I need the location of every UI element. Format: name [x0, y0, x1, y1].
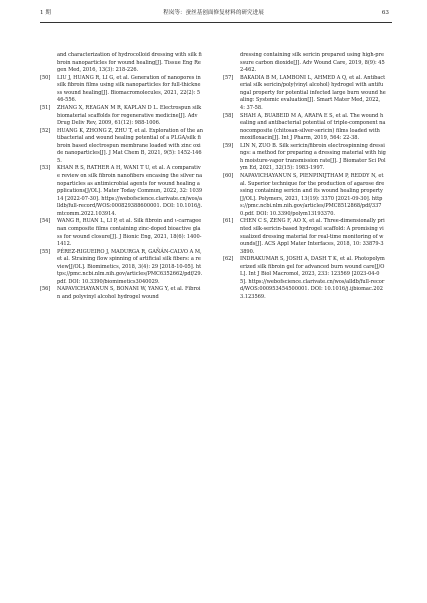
reference-number: [50]: [40, 74, 51, 81]
reference-text: NAPAVICHAYANUN S, BONANI W, YANG Y, et al. Fibroin and polyvinyl alcohol hydrogel wound: [57, 286, 201, 300]
reference-number: [59]: [223, 142, 234, 149]
reference-text: PÉREZ-RIGUEIRO J, MADURGA R, GAÑÁN-CALVO A M, et al. Straining flow spinning of artificial silk fibers: a review[J/OL]. Biomimetics, 2018, 3(4): 29 [2018-10-05]. https://pmc.ncbi.nlm.nih.gov/articles/PMC6352662/pdf/29.pdf. DOI: 10.3390/biomimetics3040029.: [57, 248, 203, 285]
header-divider: [40, 22, 392, 23]
page-number: 63: [381, 10, 389, 16]
reference-entry: [223, 173, 386, 218]
reference-entry: [40, 105, 203, 128]
reference-text: KHAN R S, RATHER A H, WANI T U, et al. A comparative review on silk fibroin nanofibers encasing the silver nanoparticles as antimicrobial agents for wound healing applications[J/OL]. Mater Today Commun, 2022, 32: 103914 [2022-07-30]. https://webofscience.clarivate.cn/wos/alldb/full-record/WOS:000829388600001. DOI: 10.1016/j.mtcomm.2022.103914.: [57, 165, 203, 217]
reference-text: NAPAVICHAYANUN S, PIENPINIJTHAM P, REDDY N, et al. Superior technique for the production of agarose dressing containing sericin and its wound healing property[J/OL]. Polymers, 2021, 13(19): 3370 [2021-09-30]. https://pmc.ncbi.nlm.nih.gov/articles/PMC8512868/pdf/3370.pdf. DOI: 10.3390/polym13193370.: [240, 173, 385, 217]
reference-number: [61]: [223, 218, 234, 225]
reference-number: [51]: [40, 104, 51, 111]
reference-entry: [223, 256, 386, 301]
running-header-title: 程岚等：蚕丝基创面修复材料的研究进展: [163, 10, 264, 16]
reference-text: LIN N, ZUO B. Silk sericin/fibroin electrospinning dressings: a method for preparing a dressing material with high moisture-vapor transmission rate[J]. J Biomater Sci Polym Ed, 2021, 32(15): 1983-1997.: [240, 142, 386, 172]
reference-text: BAKADIA B M, LAMBONI L, AHMED A Q, et al. Antibacterial silk sericin/poly(vinyl alcohol) hydrogel with antifungal property for potential infected large burn wound healing: Systemic evaluation[J]. Smart Mater Med, 2022, 4: 37-58.: [240, 74, 386, 111]
reference-number: [55]: [40, 248, 51, 255]
reference-entry: [40, 286, 203, 301]
reference-number: [62]: [223, 256, 234, 263]
reference-entry: [40, 75, 203, 105]
reference-entry: [223, 52, 386, 75]
reference-text: LIU J, HUANG R, LI G, et al. Generation of nanopores in silk fibroin films using silk nanoparticles for full-thickness wound healing[J]. Biomacromolecules, 2021, 22(2): 546-556.: [57, 74, 201, 104]
reference-number: [54]: [40, 218, 51, 225]
reference-number: [60]: [223, 173, 234, 179]
reference-entry: [223, 218, 386, 256]
reference-text: HUANG K, ZHONG Z, ZHU T, et al. Exploration of the antibacterial and wound healing potential of a PLGA/silk fibroin based electrospun membrane loaded with zinc oxide nanoparticles[J]. J Mat Chem B, 2021, 9(5): 1452-1465.: [57, 127, 203, 164]
references-left-column: [40, 52, 203, 302]
reference-text: SHAH A, BUABEID M A, ARAFA E S, et al. The wound healing and antibacterial potential of triple-component nanocomposite (chitosan-silver-sericin) films loaded with moxifloxacin[J]. Int J Pharm, 2019, 564: 22-38.: [240, 112, 386, 142]
reference-entry: [40, 128, 203, 166]
reference-text: ZHANG X, REAGAN M R, KAPLAN D L. Electrospun silk biomaterial scaffolds for regenerative medicine[J]. Adv Drug Deliv Rev, 2009, 61(12): 988-1006.: [57, 104, 202, 127]
reference-entry: [40, 249, 203, 287]
reference-number: [56]: [40, 286, 51, 293]
reference-entry: [223, 113, 386, 143]
reference-entry: [40, 165, 203, 218]
reference-entry: [223, 143, 386, 173]
reference-text: CHEN C S, ZENG F, AO X, et al. Three-dimensionally printed silk-sericin-based hydrogel scaffold: A promising visualized dressing material for real-time monitoring of wounds[J]. ACS Appl Mater Interfaces, 2018, 10: 33879-33890.: [240, 218, 385, 255]
reference-entry: [40, 52, 203, 75]
references-right-column: [223, 52, 386, 302]
reference-text: WANG R, RUAN L, LI P, et al. Silk fibroin and ι-carrageenan composite films containing zinc-doped bioactive glass for wound closure[J]. J Bionic Eng, 2021, 18(6): 1400-1412.: [57, 218, 202, 248]
reference-text: INDRAKUMAR S, JOSHI A, DASH T K, et al. Photopolymerized silk fibroin gel for advanced burn wound care[J/OL]. Int J Biol Macromol, 2023, 233: 123569 [2023-04-05]. https://webofscience.clarivate.cn/wos/alldb/full-record/WOS:000953454500001. DOI: 10.1016/j.ijbiomac.2023.123569.: [240, 256, 385, 300]
running-header-issue: 1 期: [40, 10, 51, 16]
reference-entry: [223, 75, 386, 113]
reference-text: dressing containing silk sericin prepared using high-pressure carbon dioxide[J]. Adv Wound Care, 2019, 8(9): 452-462.: [240, 52, 385, 74]
reference-number: [53]: [40, 165, 51, 172]
reference-number: [57]: [223, 74, 234, 81]
reference-number: [58]: [223, 112, 234, 119]
reference-text: and characterization of hydrocolloid dressing with silk fibroin nanoparticles for wound healing[J]. Tissue Eng Regen Med, 2016, 13(3): 218-226.: [57, 52, 202, 74]
reference-entry: [40, 218, 203, 248]
reference-number: [52]: [40, 127, 51, 134]
